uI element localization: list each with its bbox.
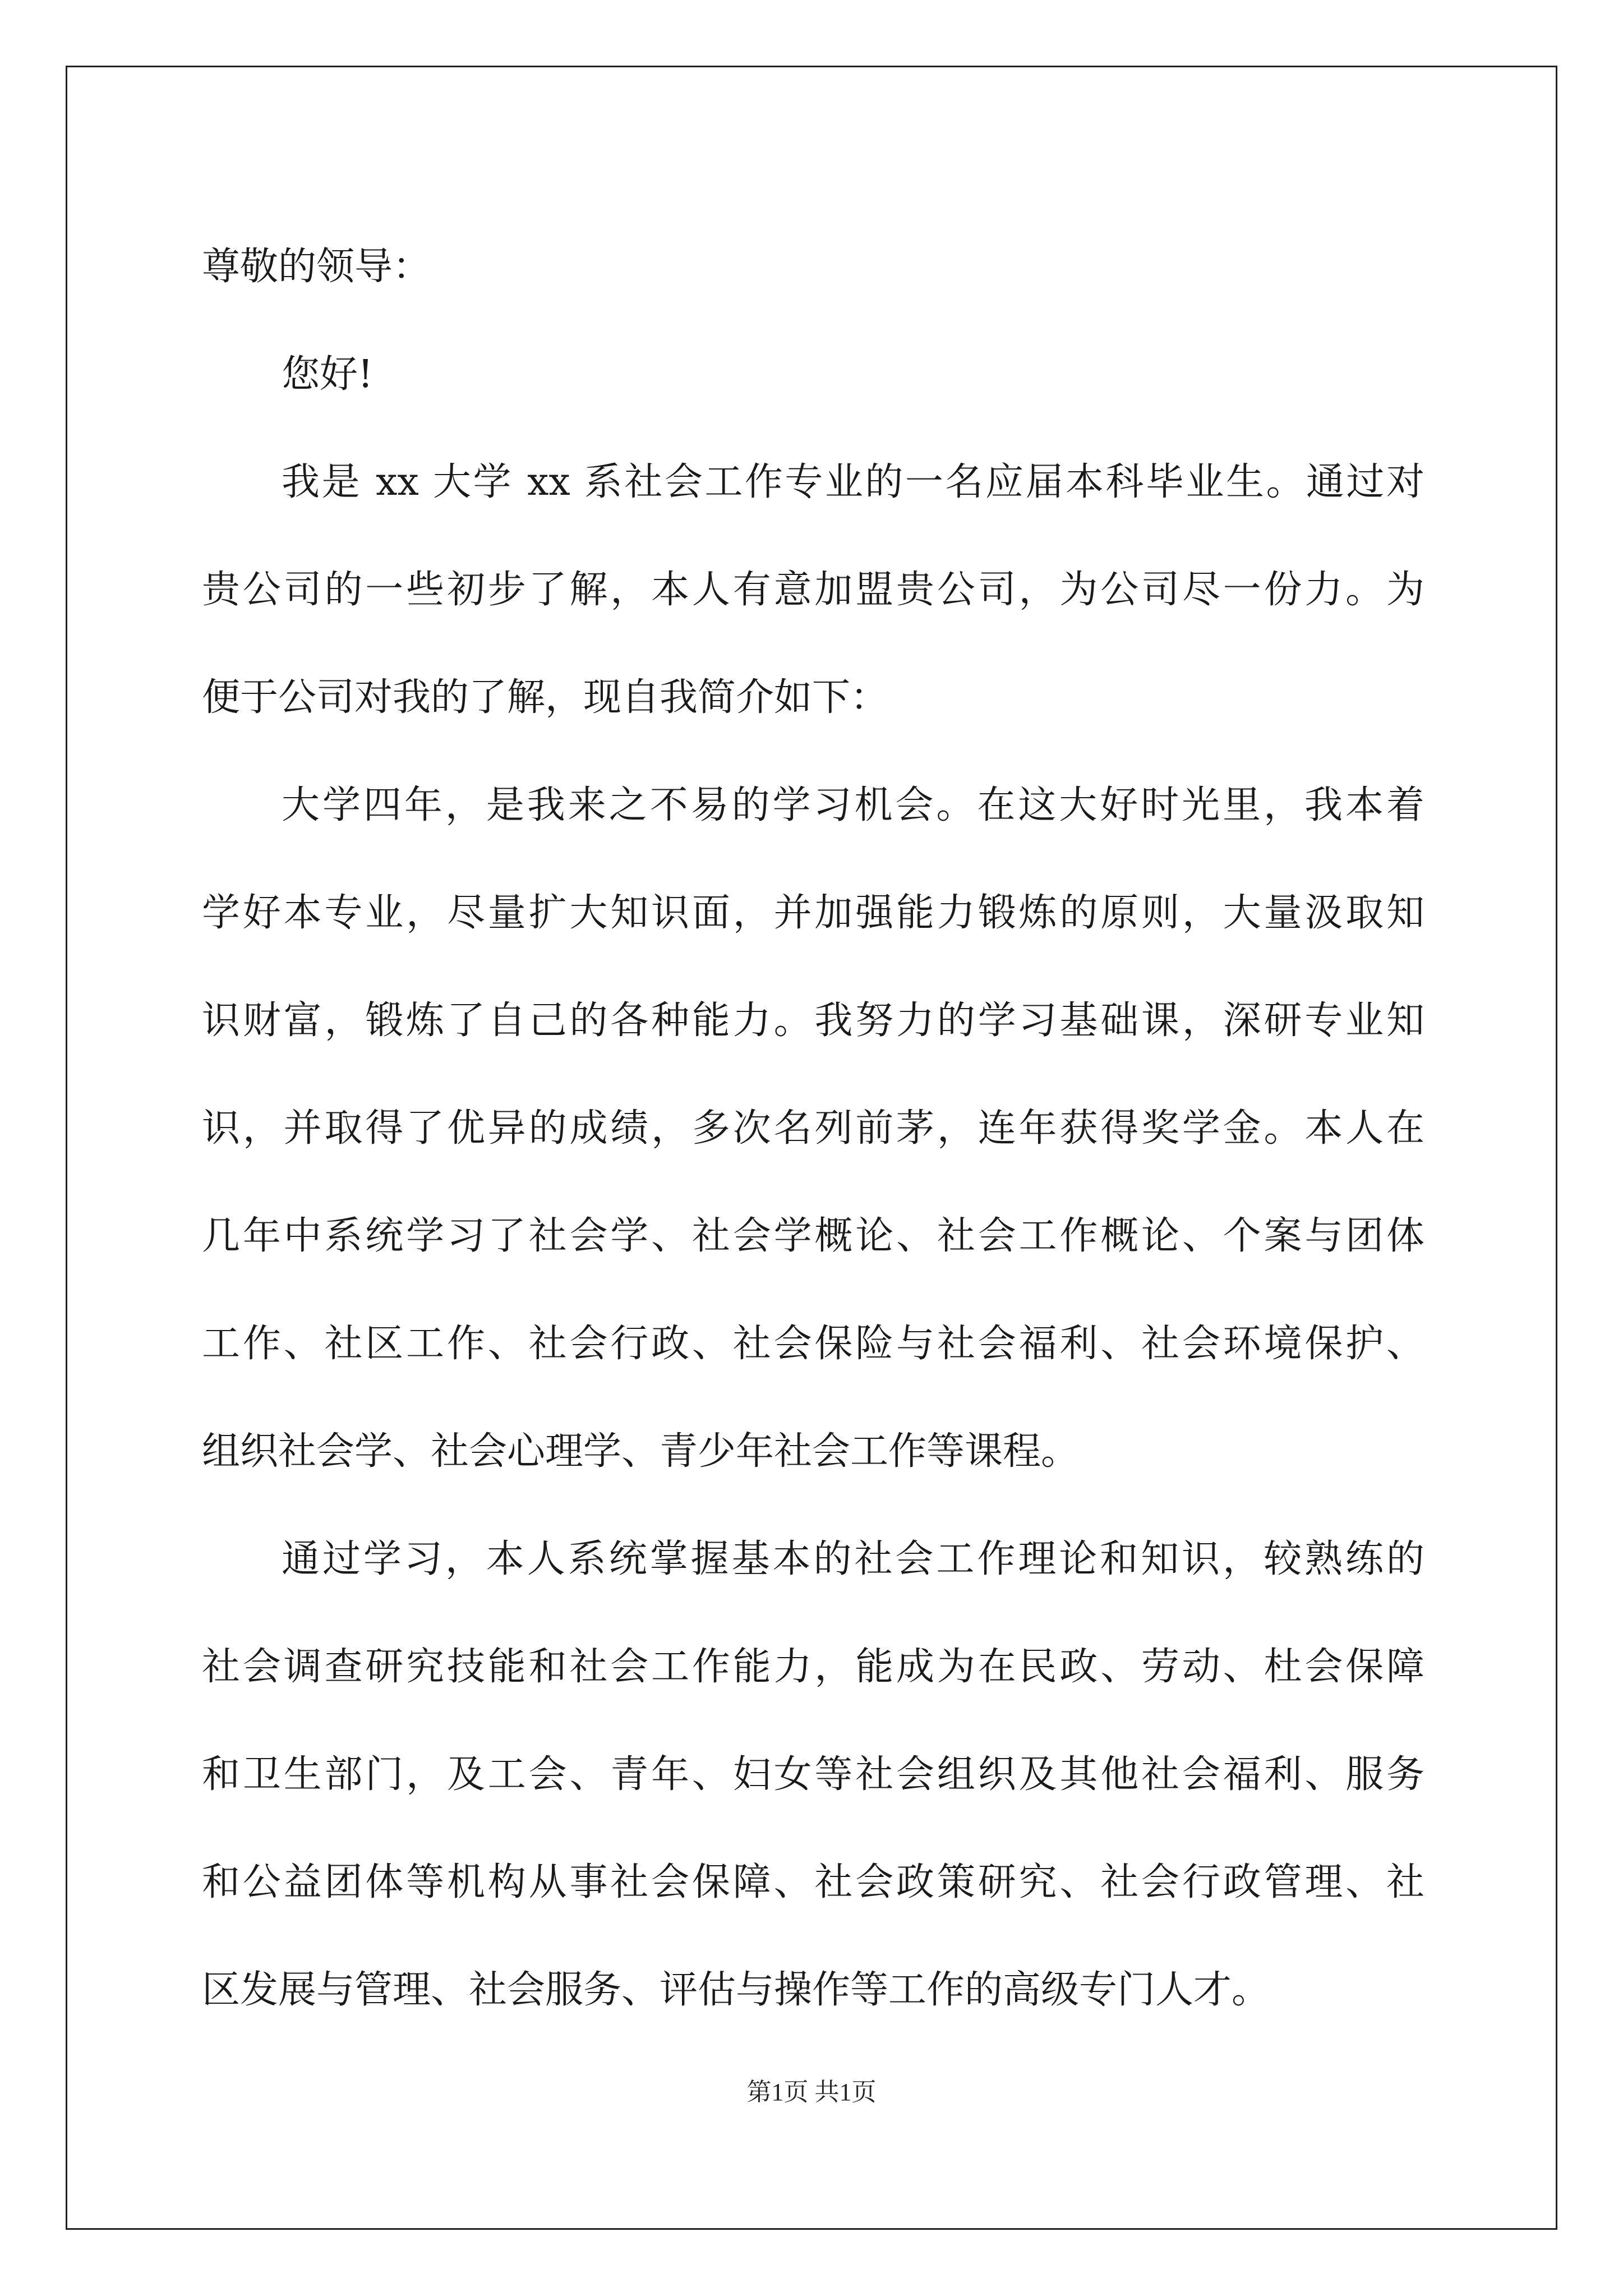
letter-body xyxy=(202,213,1424,2044)
paragraph-2 xyxy=(202,752,1424,1506)
paragraph-line: 学好本专业，尽量扩大知识面，并加强能力锻炼的原则，大量汲取知 xyxy=(202,891,1424,935)
paragraph-line: 大学四年，是我来之不易的学习机会。在这大好时光里，我本着 xyxy=(282,783,1424,827)
paragraph-line: 和卫生部门，及工会、青年、妇女等社会组织及其他社会福利、服务 xyxy=(202,1752,1424,1797)
paragraph-line: 社会调查研究技能和社会工作能力，能成为在民政、劳动、杜会保障 xyxy=(202,1645,1424,1689)
paragraph-line: 贵公司的一些初步了解，本人有意加盟贵公司，为公司尽一份力。为 xyxy=(202,568,1424,612)
paragraph-3 xyxy=(202,1506,1424,2044)
greeting: 您好! xyxy=(282,352,374,397)
paragraph-line: 识，并取得了优异的成绩，多次名列前茅，连年获得奖学金。本人在 xyxy=(202,1106,1424,1151)
paragraph-line: 识财富，锻炼了自己的各种能力。我努力的学习基础课，深研专业知 xyxy=(202,999,1424,1043)
paragraph-line: 工作、社区工作、社会行政、社会保险与社会福利、社会环境保护、 xyxy=(202,1322,1424,1366)
paragraph-line: 通过学习，本人系统掌握基本的社会工作理论和知识，较熟练的 xyxy=(282,1537,1424,1581)
paragraph-line: 我是 xx 大学 xx 系社会工作专业的一名应届本科毕业生。通过对 xyxy=(282,460,1424,504)
paragraph-line: 几年中系统学习了社会学、社会学概论、社会工作概论、个案与团体 xyxy=(202,1214,1424,1258)
paragraph-1 xyxy=(202,429,1424,752)
paragraph-line: 便于公司对我的了解，现自我简介如下： xyxy=(202,675,889,720)
paragraph-line: 和公益团体等机构从事社会保障、社会政策研究、社会行政管理、社 xyxy=(202,1860,1424,1904)
paragraph-line: 组织社会学、社会心理学、青少年社会工作等课程。 xyxy=(202,1429,1080,1474)
page-number-footer: 第1页 共1页 xyxy=(746,2078,877,2106)
salutation: 尊敬的领导： xyxy=(202,245,431,289)
paragraph-line: 区发展与管理、社会服务、评估与操作等工作的高级专门人才。 xyxy=(202,1968,1270,2012)
